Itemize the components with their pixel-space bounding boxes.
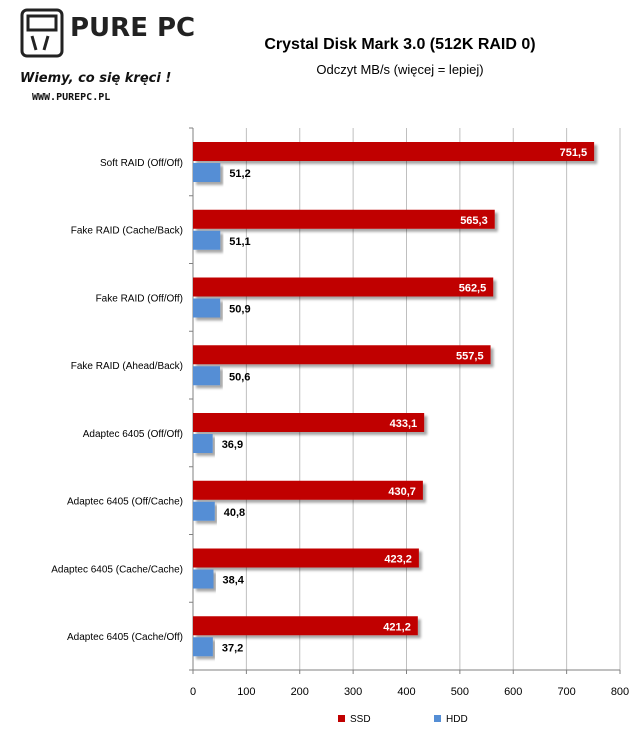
bar-label-hdd: 37,2 (221, 642, 244, 655)
bar-label-ssd: 565,3 (460, 214, 488, 227)
category-label: Soft RAID (Off/Off) (100, 157, 183, 169)
bar-label-hdd: 40,8 (223, 506, 246, 519)
chart-categories (51, 158, 183, 643)
bar-label-ssd: 433,1 (389, 418, 418, 430)
x-tick-label: 500 (450, 686, 470, 698)
logo-tagline: Wiemy, co się kręci ! (20, 71, 172, 86)
x-tick-label: 700 (557, 686, 576, 698)
x-tick-label: 400 (397, 686, 416, 698)
bar-label-ssd: 423,2 (384, 553, 412, 566)
category-label: Adaptec 6405 (Cache/Cache) (51, 564, 183, 576)
category-label: Adaptec 6405 (Off/Off) (82, 428, 183, 440)
x-tick-label: 100 (237, 686, 256, 698)
bar-label-hdd: 38,4 (222, 574, 244, 587)
legend-label: HDD (446, 714, 468, 725)
bar-hdd (193, 570, 213, 589)
bar-hdd (193, 299, 220, 318)
x-tick-label: 200 (290, 686, 309, 698)
bar-label-hdd: 50,6 (229, 371, 251, 384)
bar-hdd (193, 502, 215, 521)
category-label: Fake RAID (Cache/Back) (70, 225, 183, 237)
bar-label-hdd: 51,2 (229, 168, 251, 180)
bar-label-hdd: 36,9 (221, 439, 244, 451)
bar-hdd (193, 231, 220, 250)
bar-ssd (193, 345, 491, 364)
legend-swatch (338, 715, 345, 722)
chart-grid (189, 128, 620, 670)
bar-label-hdd: 50,9 (229, 303, 251, 316)
category-label: Adaptec 6405 (Off/Cache) (67, 496, 183, 508)
x-tick-label: 300 (343, 686, 363, 698)
chart-legend (338, 714, 468, 725)
legend-swatch (434, 715, 441, 722)
bar-hdd (193, 637, 213, 656)
category-label: Fake RAID (Off/Off) (95, 293, 183, 305)
legend-label: SSD (350, 714, 371, 725)
chart-bars (193, 142, 594, 656)
bar-label-ssd: 562,5 (458, 282, 487, 295)
bar-ssd (193, 278, 493, 297)
category-label: Adaptec 6405 (Cache/Off) (67, 632, 183, 644)
chart-subtitle: Odczyt MB/s (więcej = lepiej) (316, 62, 484, 77)
logo-brand-text: PURE PC (70, 13, 196, 43)
bar-label-ssd: 557,5 (456, 350, 484, 363)
bar-hdd (193, 163, 220, 182)
chart-title: Crystal Disk Mark 3.0 (512K RAID 0) (264, 36, 536, 53)
bar-hdd (193, 366, 220, 385)
bar-ssd (193, 210, 495, 229)
bar-label-ssd: 421,2 (383, 621, 411, 634)
bar-label-ssd: 751,5 (559, 147, 588, 159)
x-tick-label: 0 (189, 686, 197, 698)
bar-hdd (193, 434, 213, 453)
category-label: Fake RAID (Ahead/Back) (70, 361, 183, 373)
chart-x-ticks (190, 670, 629, 698)
bar-ssd (193, 142, 594, 161)
logo-url: WWW.PUREPC.PL (32, 92, 111, 103)
bar-label-ssd: 430,7 (388, 485, 416, 498)
bar-label-hdd: 51,1 (229, 235, 251, 248)
x-tick-label: 800 (610, 686, 630, 698)
x-tick-label: 600 (504, 686, 523, 698)
